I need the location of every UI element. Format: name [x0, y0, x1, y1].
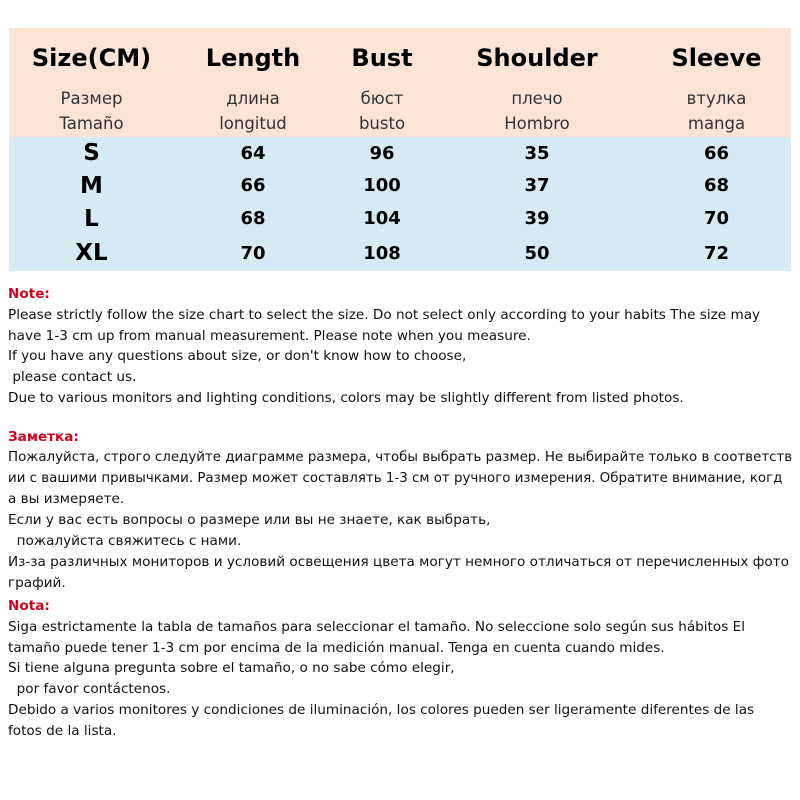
note-line: ии с вашими привычками. Размер может составлять 1-3 см от ручного измерения. Обратите внимание, когд	[8, 470, 783, 486]
table-row	[9, 137, 791, 169]
table-row	[9, 202, 791, 235]
note-line: Если у вас есть вопросы о размере или вы не знаете, как выбрать,	[8, 512, 491, 529]
subheader-es: Tamaño	[9, 111, 174, 137]
subheader-ru: плечо	[432, 87, 642, 111]
bust-cell: 100	[332, 169, 432, 202]
length-cell: 70	[174, 235, 332, 271]
note-line: графий.	[8, 574, 66, 591]
bust-cell: 104	[332, 202, 432, 235]
header-size: Size(CM)	[9, 28, 174, 87]
note-title-spanish: Nota:	[8, 598, 50, 614]
note-line: fotos de la lista.	[8, 722, 117, 739]
size-cell: S	[9, 137, 174, 169]
subheader-ru: Размер	[9, 87, 174, 111]
table-header-row	[9, 28, 791, 87]
header-sleeve: Sleeve	[642, 28, 791, 87]
note-line: Si tiene alguna pregunta sobre el tamaño, o no sabe cómo elegir,	[8, 660, 455, 677]
sleeve-cell: 72	[642, 235, 791, 271]
bust-cell: 108	[332, 235, 432, 271]
note-line: please contact us.	[8, 369, 137, 386]
table-row	[9, 169, 791, 202]
note-line: Пожалуйста, строго следуйте диаграмме размера, чтобы выбрать размер. Не выбирайте только в соответств	[8, 449, 793, 465]
note-line: Debido a varios monitores y condiciones de iluminación, los colores pueden ser ligeramente diferentes de las	[8, 701, 755, 718]
shoulder-cell: 50	[432, 235, 642, 271]
subheader-es: busto	[332, 111, 432, 137]
note-line: Please strictly follow the size chart to select the size. Do not select only according to your habits The size may	[8, 306, 761, 323]
sleeve-cell: 70	[642, 202, 791, 235]
subheader-ru: бюст	[332, 87, 432, 111]
subheader-ru: длина	[174, 87, 332, 111]
shoulder-cell: 35	[432, 137, 642, 169]
note-line: Из-за различных мониторов и условий освещения цвета могут немного отличаться от перечисленных фото	[8, 553, 789, 570]
note-line: tamaño puede tener 1-3 cm por encima de la medición manual. Tenga en cuenta cuando mides.	[8, 639, 665, 656]
note-line: have 1-3 cm up from manual measurement. Please note when you measure.	[8, 327, 531, 344]
note-english	[8, 284, 792, 409]
header-length: Length	[174, 28, 332, 87]
header-bust: Bust	[332, 28, 432, 87]
subheader-ru: втулка	[642, 87, 791, 111]
note-line: пожалуйста свяжитесь с нами.	[8, 532, 242, 549]
note-line: а вы измеряете.	[8, 491, 125, 508]
table-row	[9, 235, 791, 271]
size-cell: M	[9, 169, 174, 202]
sleeve-cell: 66	[642, 137, 791, 169]
header-shoulder: Shoulder	[432, 28, 642, 87]
size-cell: XL	[9, 235, 174, 271]
subheader-es: Hombro	[432, 111, 642, 137]
shoulder-cell: 37	[432, 169, 642, 202]
note-title-russian: Заметка:	[8, 429, 79, 445]
bust-cell: 96	[332, 137, 432, 169]
subheader-es: manga	[642, 111, 791, 137]
sleeve-cell: 68	[642, 169, 791, 202]
length-cell: 68	[174, 202, 332, 235]
table-subheader-es-row	[9, 111, 791, 137]
size-chart-table	[9, 28, 791, 271]
length-cell: 66	[174, 169, 332, 202]
note-line: Siga estrictamente la tabla de tamaños para seleccionar el tamaño. No seleccione solo según sus hábitos El	[8, 618, 745, 635]
table-subheader-ru-row	[9, 87, 791, 111]
shoulder-cell: 39	[432, 202, 642, 235]
note-line: Due to various monitors and lighting conditions, colors may be slightly different from listed photos.	[8, 389, 684, 406]
note-line: por favor contáctenos.	[8, 681, 171, 698]
note-spanish	[8, 596, 792, 742]
note-title-english: Note:	[8, 286, 50, 302]
size-cell: L	[9, 202, 174, 235]
note-russian	[8, 427, 792, 593]
length-cell: 64	[174, 137, 332, 169]
note-line: If you have any questions about size, or don't know how to choose,	[8, 348, 467, 365]
subheader-es: longitud	[174, 111, 332, 137]
